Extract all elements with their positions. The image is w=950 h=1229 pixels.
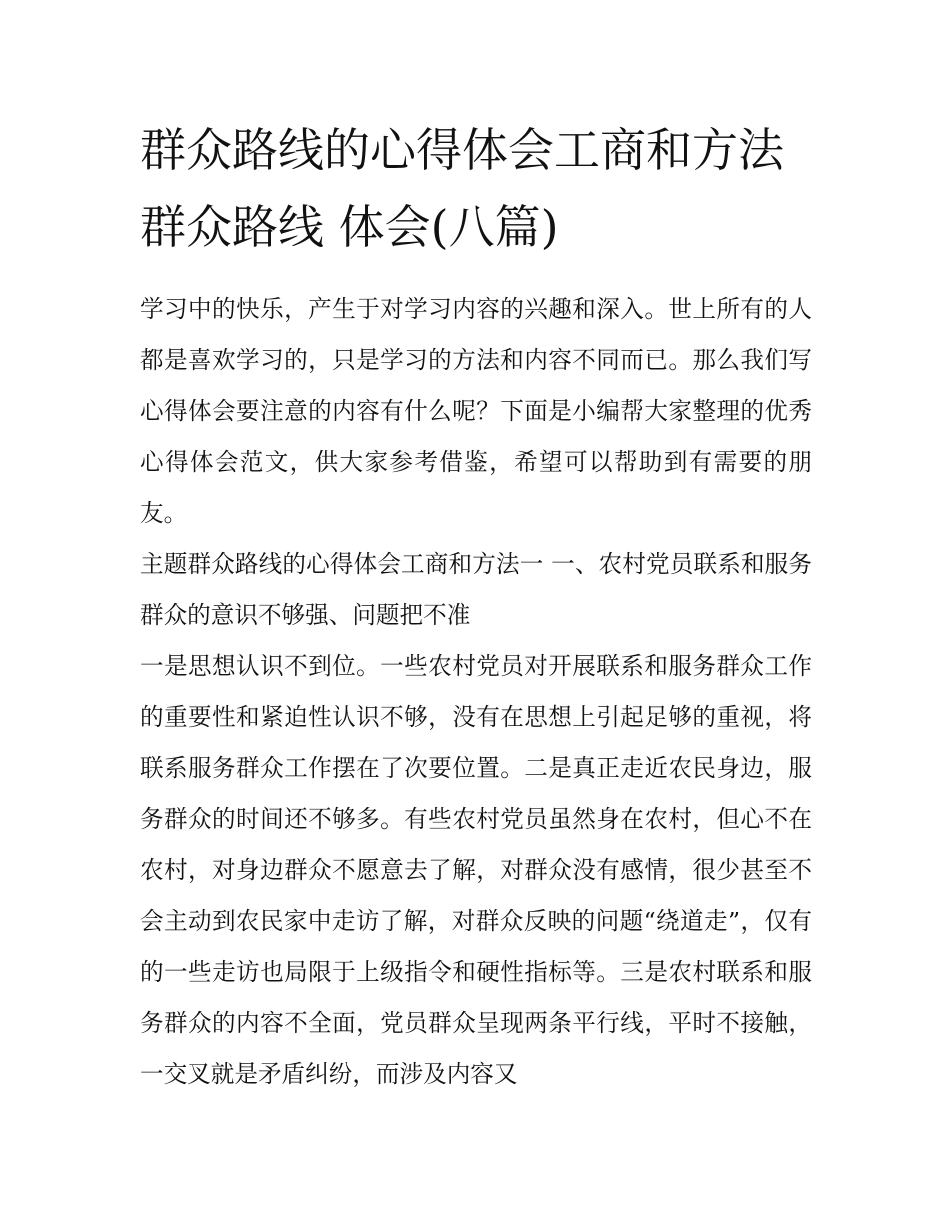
paragraph-point-one: 一是思想认识不到位。一些农村党员对开展联系和服务群众工作的重要性和紧迫性认识不够，没有在思想上引起足够的重视，将联系服务群众工作摆在了次要位置。二是真正走近农民身边，服务群众的时间还不够多。有些农村党员虽然身在农村，但心不在农村，对身边群众不愿意去了解，对群众没有感情，很少甚至不会主动到农民家中走访了解，对群众反映的问题“绕道走”，仅有的一些走访也局限于上级指令和硬性指标等。三是农村联系和服务群众的内容不全面，党员群众呈现两条平行线，平时不接触，一交叉就是矛盾纠纷，而涉及内容又: [140, 652, 812, 1088]
document-title: 群众路线的心得体会工商和方法 群众路线 体会(八篇): [140, 123, 784, 254]
paragraph-intro: 学习中的快乐，产生于对学习内容的兴趣和深入。世上所有的人都是喜欢学习的，只是学习的方法和内容不同而已。那么我们写心得体会要注意的内容有什么呢？下面是小编帮大家整理的优秀心得体会范文，供大家参考借鉴，希望可以帮助到有需要的朋友。: [140, 295, 812, 527]
paragraph-section-heading: 主题群众路线的心得体会工商和方法一 一、农村党员联系和服务群众的意识不够强、问题把不准: [140, 550, 812, 629]
document-body: [140, 284, 812, 1100]
document-content: [140, 112, 812, 1100]
